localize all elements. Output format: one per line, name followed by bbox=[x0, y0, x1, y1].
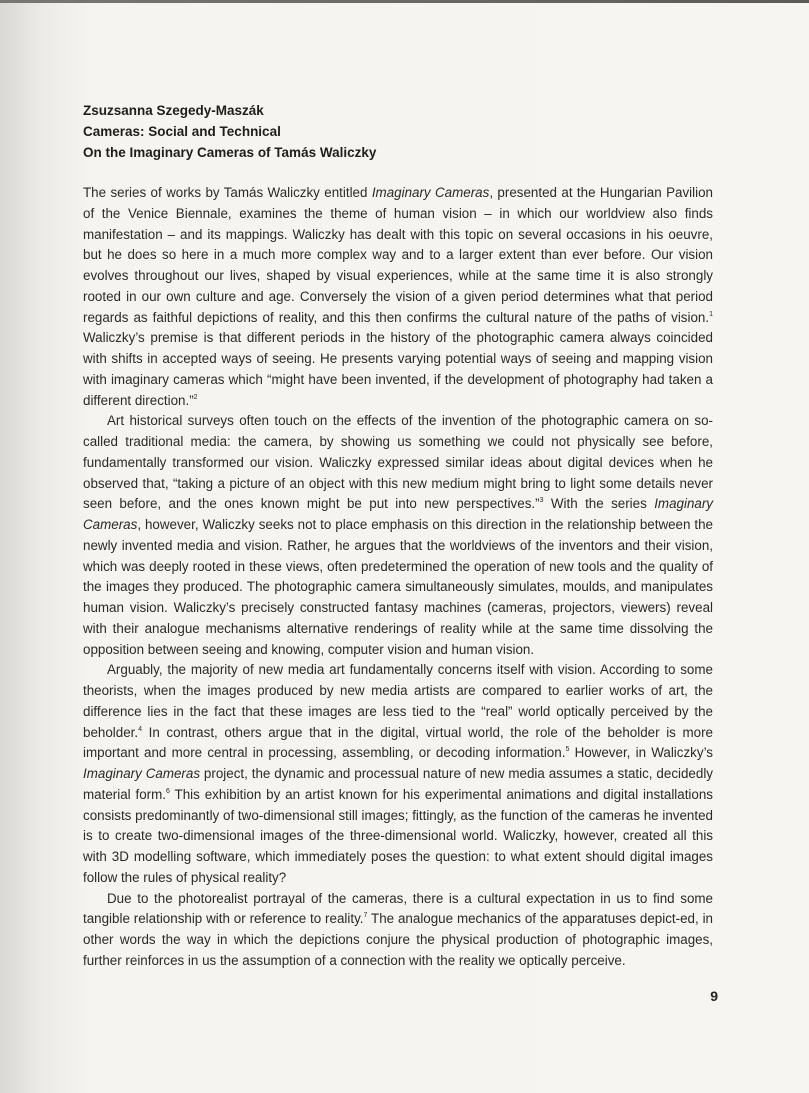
page-top-edge bbox=[0, 0, 809, 3]
text-run: Due to the photorealist portrayal of the cameras, there is a cultural expectation in us to find some tangible relationship with or reference to reality. bbox=[83, 890, 713, 927]
text-run: Arguably, the majority of new media art fundamentally concerns itself with vision. According to some theorists, when the images produced by new media artists are compared to earlier works of art, the difference lies in the fact that these images are less tied to the “real” world optically perceived by the beholder. bbox=[83, 662, 713, 740]
footnote-marker: 3 bbox=[539, 497, 544, 505]
footnote-marker: 2 bbox=[193, 393, 198, 401]
italic-title: Imaginary Cameras bbox=[83, 766, 201, 781]
text-run: In contrast, others argue that in the digital, virtual world, the role of the beholder is more important and more central in processing, assembling, or decoding information. bbox=[83, 724, 713, 761]
text-run: Waliczky’s premise is that different periods in the history of the photographic camera always coincided with shifts in accepted ways of seeing. He presents varying potential ways of seeing and mapping vision with imaginary cameras which “might have been invented, if the development of photography had taken a different direction.” bbox=[83, 330, 713, 408]
footnote-marker: 6 bbox=[166, 787, 170, 795]
text-run: project, the dynamic and processual nature of new media assumes a static, decidedly material form. bbox=[83, 766, 713, 802]
footnote-marker: 4 bbox=[138, 725, 143, 733]
footnote-marker: 1 bbox=[709, 310, 713, 318]
text-run: With the series bbox=[543, 496, 655, 512]
text-run: Art historical surveys often touch on the effects of the invention of the photographic camera on so-called traditional media: the camera, by showing us something we could not physically see before, fundamentally transformed our vision. Waliczky expressed similar ideas about digital devices when he observed that, “taking a picture of an object with this new medium might bring to light some details never seen before, and the ones known might be put into new perspectives.” bbox=[83, 413, 713, 512]
text-run: The analogue mechanics of the apparatuses depict-ed, in other words the way in which the depictions conjure the physical production of photographic images, further reinforces in us the assumption of a connection with the reality we optically perceive. bbox=[83, 911, 713, 968]
paragraph-1 bbox=[83, 183, 713, 411]
italic-title: Imaginary Cameras bbox=[371, 185, 490, 200]
paragraph-3 bbox=[83, 660, 713, 888]
text-run: , however, Waliczky seeks not to place emphasis on this direction in the relationship between the newly invented media and vision. Rather, he argues that the worldviews of the inventors and their vision, which was deeply rooted in these views, often predetermined the operation of new tools and the quality of the images they produced. The photographic camera simultaneously simulates, moulds, and manipulates human vision. Waliczky’s precisely constructed fantasy machines (cameras, projectors, viewers) reveal with their analogue mechanisms alternative renderings of reality while at the same time dissolving the opposition between seeing and knowing, computer vision and human vision. bbox=[83, 517, 713, 657]
article-body bbox=[83, 183, 713, 972]
paragraph-2 bbox=[83, 411, 713, 660]
italic-title: Imaginary Cameras bbox=[83, 496, 713, 532]
footnote-marker: 5 bbox=[565, 746, 570, 754]
article-header bbox=[83, 100, 723, 163]
text-run: , presented at the Hungarian Pavilion of the Venice Biennale, examines the theme of human vision – in which our worldview also finds manifestation – and its mappings. Waliczky has dealt with this topic on several occasions in his oeuvre, but he does so here in a much more complex way and to a larger extent than ever before. Our vision evolves throughout our lives, shaped by visual experiences, while at the same time it is also strongly rooted in our own culture and age. Conversely the vision of a given period determines what that period regards as faithful depictions of reality, and this then confirms the cultural nature of the paths of vision. bbox=[83, 185, 713, 325]
text-run: This exhibition by an artist known for his experimental animations and digital installations consists predominantly of two-dimensional still images; fittingly, as the function of the cameras he invented is to create two-dimensional images of the three-dimensional world. Waliczky, however, created all this with 3D modelling software, which immediately poses the question: to what extent should digital images follow the rules of physical reality? bbox=[83, 786, 713, 885]
author-name: Zsuzsanna Szegedy-Maszák bbox=[83, 103, 264, 118]
paragraph-4 bbox=[83, 889, 713, 972]
footnote-marker: 7 bbox=[363, 912, 368, 920]
article-subtitle: On the Imaginary Cameras of Tamás Waliczky bbox=[83, 145, 377, 160]
text-run: However, in Waliczky’s bbox=[569, 745, 713, 761]
text-run: The series of works by Tamás Waliczky entitled bbox=[83, 185, 372, 200]
page-number: 9 bbox=[710, 988, 718, 1004]
article-title: Cameras: Social and Technical bbox=[83, 124, 281, 139]
